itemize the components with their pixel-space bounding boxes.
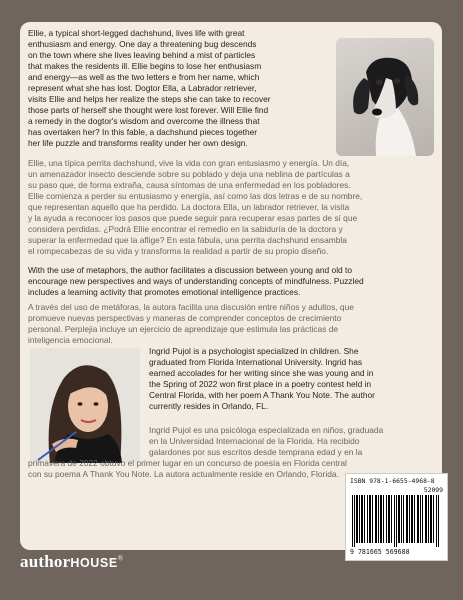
text-line: With the use of metaphors, the author facilitates a discussion between young and old to xyxy=(28,265,353,275)
bio-spanish-wide xyxy=(28,458,347,480)
bio-spanish xyxy=(149,425,383,458)
text-line: su paso que, de forma extraña, causa síntomas de una enfermedad en los pobladores. xyxy=(28,180,351,190)
text-line: currently resides in Orlando, FL. xyxy=(149,401,269,411)
text-line: considera perdidas. ¿Podrá Ellie encontrar el remedio en la sabiduría de la doctora y xyxy=(28,224,343,234)
text-line: primavera de 2022 obtuvo el primer lugar en un concurso de poesía en Florida central xyxy=(28,458,347,468)
back-cover-panel xyxy=(20,22,442,550)
barcode-digits: 9 781665 569688 xyxy=(350,548,410,556)
text-line: earned accolades for her writing since she was young and in xyxy=(149,368,374,378)
text-line: on the town where she lives leaving behind a mist of particles xyxy=(28,50,256,60)
author-illustration xyxy=(30,348,140,463)
text-line: encourage new perspectives and ways of understanding concepts of mindfulness. Puzzled xyxy=(28,276,364,286)
text-line: that makes the residents ill. Ellie begins to lose her enthusiasm xyxy=(28,61,262,71)
text-line: has overtaken her? In this fable, a dachshund pieces together xyxy=(28,127,258,137)
dachshund-photo xyxy=(336,38,434,156)
text-line: Central Florida, with her poem A Thank You Note. The author xyxy=(149,390,375,400)
bio-english xyxy=(149,346,375,412)
text-line: personal. Perplejia incluye un ejercicio de aprendizaje que estimula las prácticas de xyxy=(28,324,339,334)
text-line: Ellie, una típica perrita dachshund, vive la vida con gran entusiasmo y energía. Un día, xyxy=(28,158,350,168)
isbn-text: ISBN 978-1-6655-4968-8 xyxy=(350,477,435,485)
text-line: represent what she has lost. Dogtor Ella, a Labrador retriever, xyxy=(28,83,257,93)
text-line: a remedy in the dogtor's wisdom and overcome the illness that xyxy=(28,116,260,126)
author-photo xyxy=(30,348,140,463)
text-line: Ellie comienza a perder su entusiasmo y energía, así como las dos letras e de su nombre, xyxy=(28,191,363,201)
text-line: A través del uso de metáforas, la autora facilita una discusión entre niños y adultos, que xyxy=(28,302,354,312)
text-line: those parts of herself she thought were lost forever. Will Ellie find xyxy=(28,105,269,115)
text-line: el rompecabezas de su vida y transforma la realidad a partir de su propio diseño. xyxy=(28,246,329,256)
text-line: and energy—as well as the two letters e from her name, which xyxy=(28,72,260,82)
text-line: inteligencia emocional. xyxy=(28,335,113,345)
text-line: promueve nuevas perspectivas y maneras de comprender conceptos de crecimiento xyxy=(28,313,342,323)
dog-illustration xyxy=(336,38,434,156)
text-line: visits Ellie and helps her realize the steps she can take to recover xyxy=(28,94,271,104)
text-line: y la ayuda a reconocer los pasos que puede seguir para recuperar esas partes de sí que xyxy=(28,213,358,223)
text-line: superar la enfermedad que la aflige? En esta fábula, una perrita dachshund ensambla xyxy=(28,235,347,245)
blurb-spanish xyxy=(28,158,362,257)
text-line: galardones por sus escritos desde temprana edad y en la xyxy=(149,447,363,457)
text-line: the Spring of 2022 won first place in a poetry contest held in xyxy=(149,379,372,389)
text-line: en la Universidad Internacional de la Florida. Ha recibido xyxy=(149,436,360,446)
price-code: 52099 xyxy=(423,486,443,494)
text-line: que representan aquello que ha perdido. La doctora Ella, un labrador retriever, la visita xyxy=(28,202,350,212)
metaphor-spanish xyxy=(28,302,354,346)
publisher-logo xyxy=(20,552,123,572)
blurb-english xyxy=(28,28,271,149)
text-line: un amenazador insecto desciende sobre su poblado y deja una neblina de partículas a xyxy=(28,169,350,179)
publisher-logo-part2: HOUSE xyxy=(70,556,118,570)
trademark-symbol: ® xyxy=(117,554,124,563)
barcode-bars xyxy=(352,495,441,547)
text-line: Ingrid Pujol is a psychologist specialized in children. She xyxy=(149,346,359,356)
barcode-block xyxy=(345,473,448,561)
text-line: enthusiasm and energy. One day a threatening bug descends xyxy=(28,39,257,49)
metaphor-english xyxy=(28,265,364,298)
publisher-logo-part1: author xyxy=(20,552,71,571)
text-line: Ellie, a typical short-legged dachshund, lives life with great xyxy=(28,28,245,38)
text-line: Ingrid Pujol es una psicóloga especializada en niños, graduada xyxy=(149,425,384,435)
text-line: her life puzzle and transforms reality under her own design. xyxy=(28,138,248,148)
text-line: includes a learning activity that promotes emotional intelligence practices. xyxy=(28,287,301,297)
text-line: con su poema A Thank You Note. La autora actualmente reside en Orlando, Florida. xyxy=(28,469,339,479)
text-line: graduated from Florida International University. Ingrid has xyxy=(149,357,363,367)
